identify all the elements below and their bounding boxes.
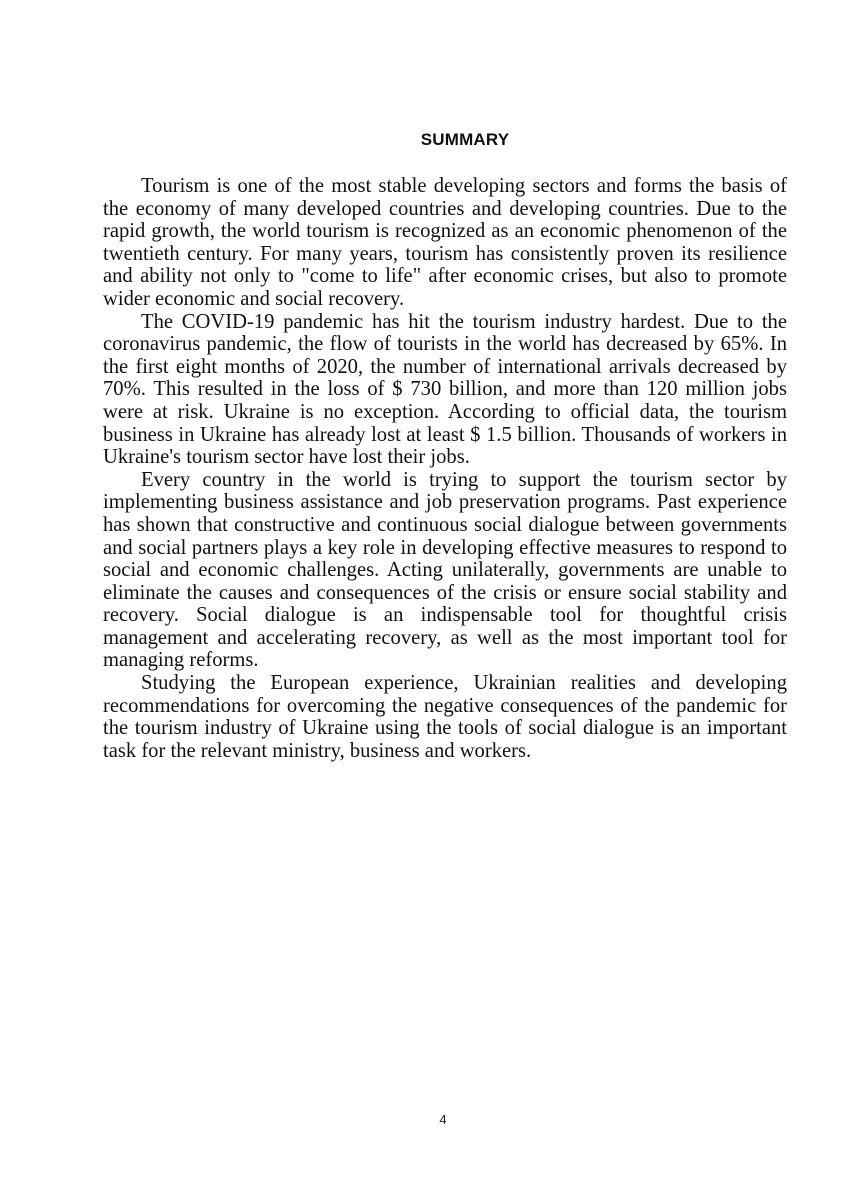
paragraph-covid-impact: The COVID-19 pandemic has hit the tourism industry hardest. Due to the coronavirus pandemic, the flow of tourists in the world has decreased by 65%. In the first eight months of 2020, the number of international arrivals decreased by 70%. This resulted in the loss of $ 730 billion, and more than 120 million jobs were at risk. Ukraine is no exception. According to official data, the tourism business in Ukraine has already lost at least $ 1.5 billion. Thousands of workers in Ukraine's tourism sector have lost their jobs. — [103, 310, 787, 469]
page-number: 4 — [439, 1112, 447, 1127]
paragraph-conclusion: Studying the European experience, Ukrainian realities and developing recommendations for overcoming the negative consequences of the pandemic for the tourism industry of Ukraine using the tools of social dialogue is an important task for the relevant ministry, business and workers. — [103, 672, 787, 762]
summary-body — [103, 175, 787, 762]
page-title: SUMMARY — [420, 130, 510, 149]
paragraph-social-dialogue: Every country in the world is trying to support the tourism sector by implementing business assistance and job preservation programs. Past experience has shown that constructive and continuous social dialogue between governments and social partners plays a key role in developing effective measures to respond to social and economic challenges. Acting unilaterally, governments are unable to eliminate the causes and consequences of the crisis or ensure social stability and recovery. Social dialogue is an indispensable tool for thoughtful crisis management and accelerating recovery, as well as the most important tool for managing reforms. — [103, 468, 787, 672]
paragraph-intro: Tourism is one of the most stable developing sectors and forms the basis of the economy of many developed countries and developing countries. Due to the rapid growth, the world tourism is recognized as an economic phenomenon of the twentieth century. For many years, tourism has consistently proven its resilience and ability not only to "come to life" after economic crises, but also to promote wider economic and social recovery. — [103, 175, 787, 310]
